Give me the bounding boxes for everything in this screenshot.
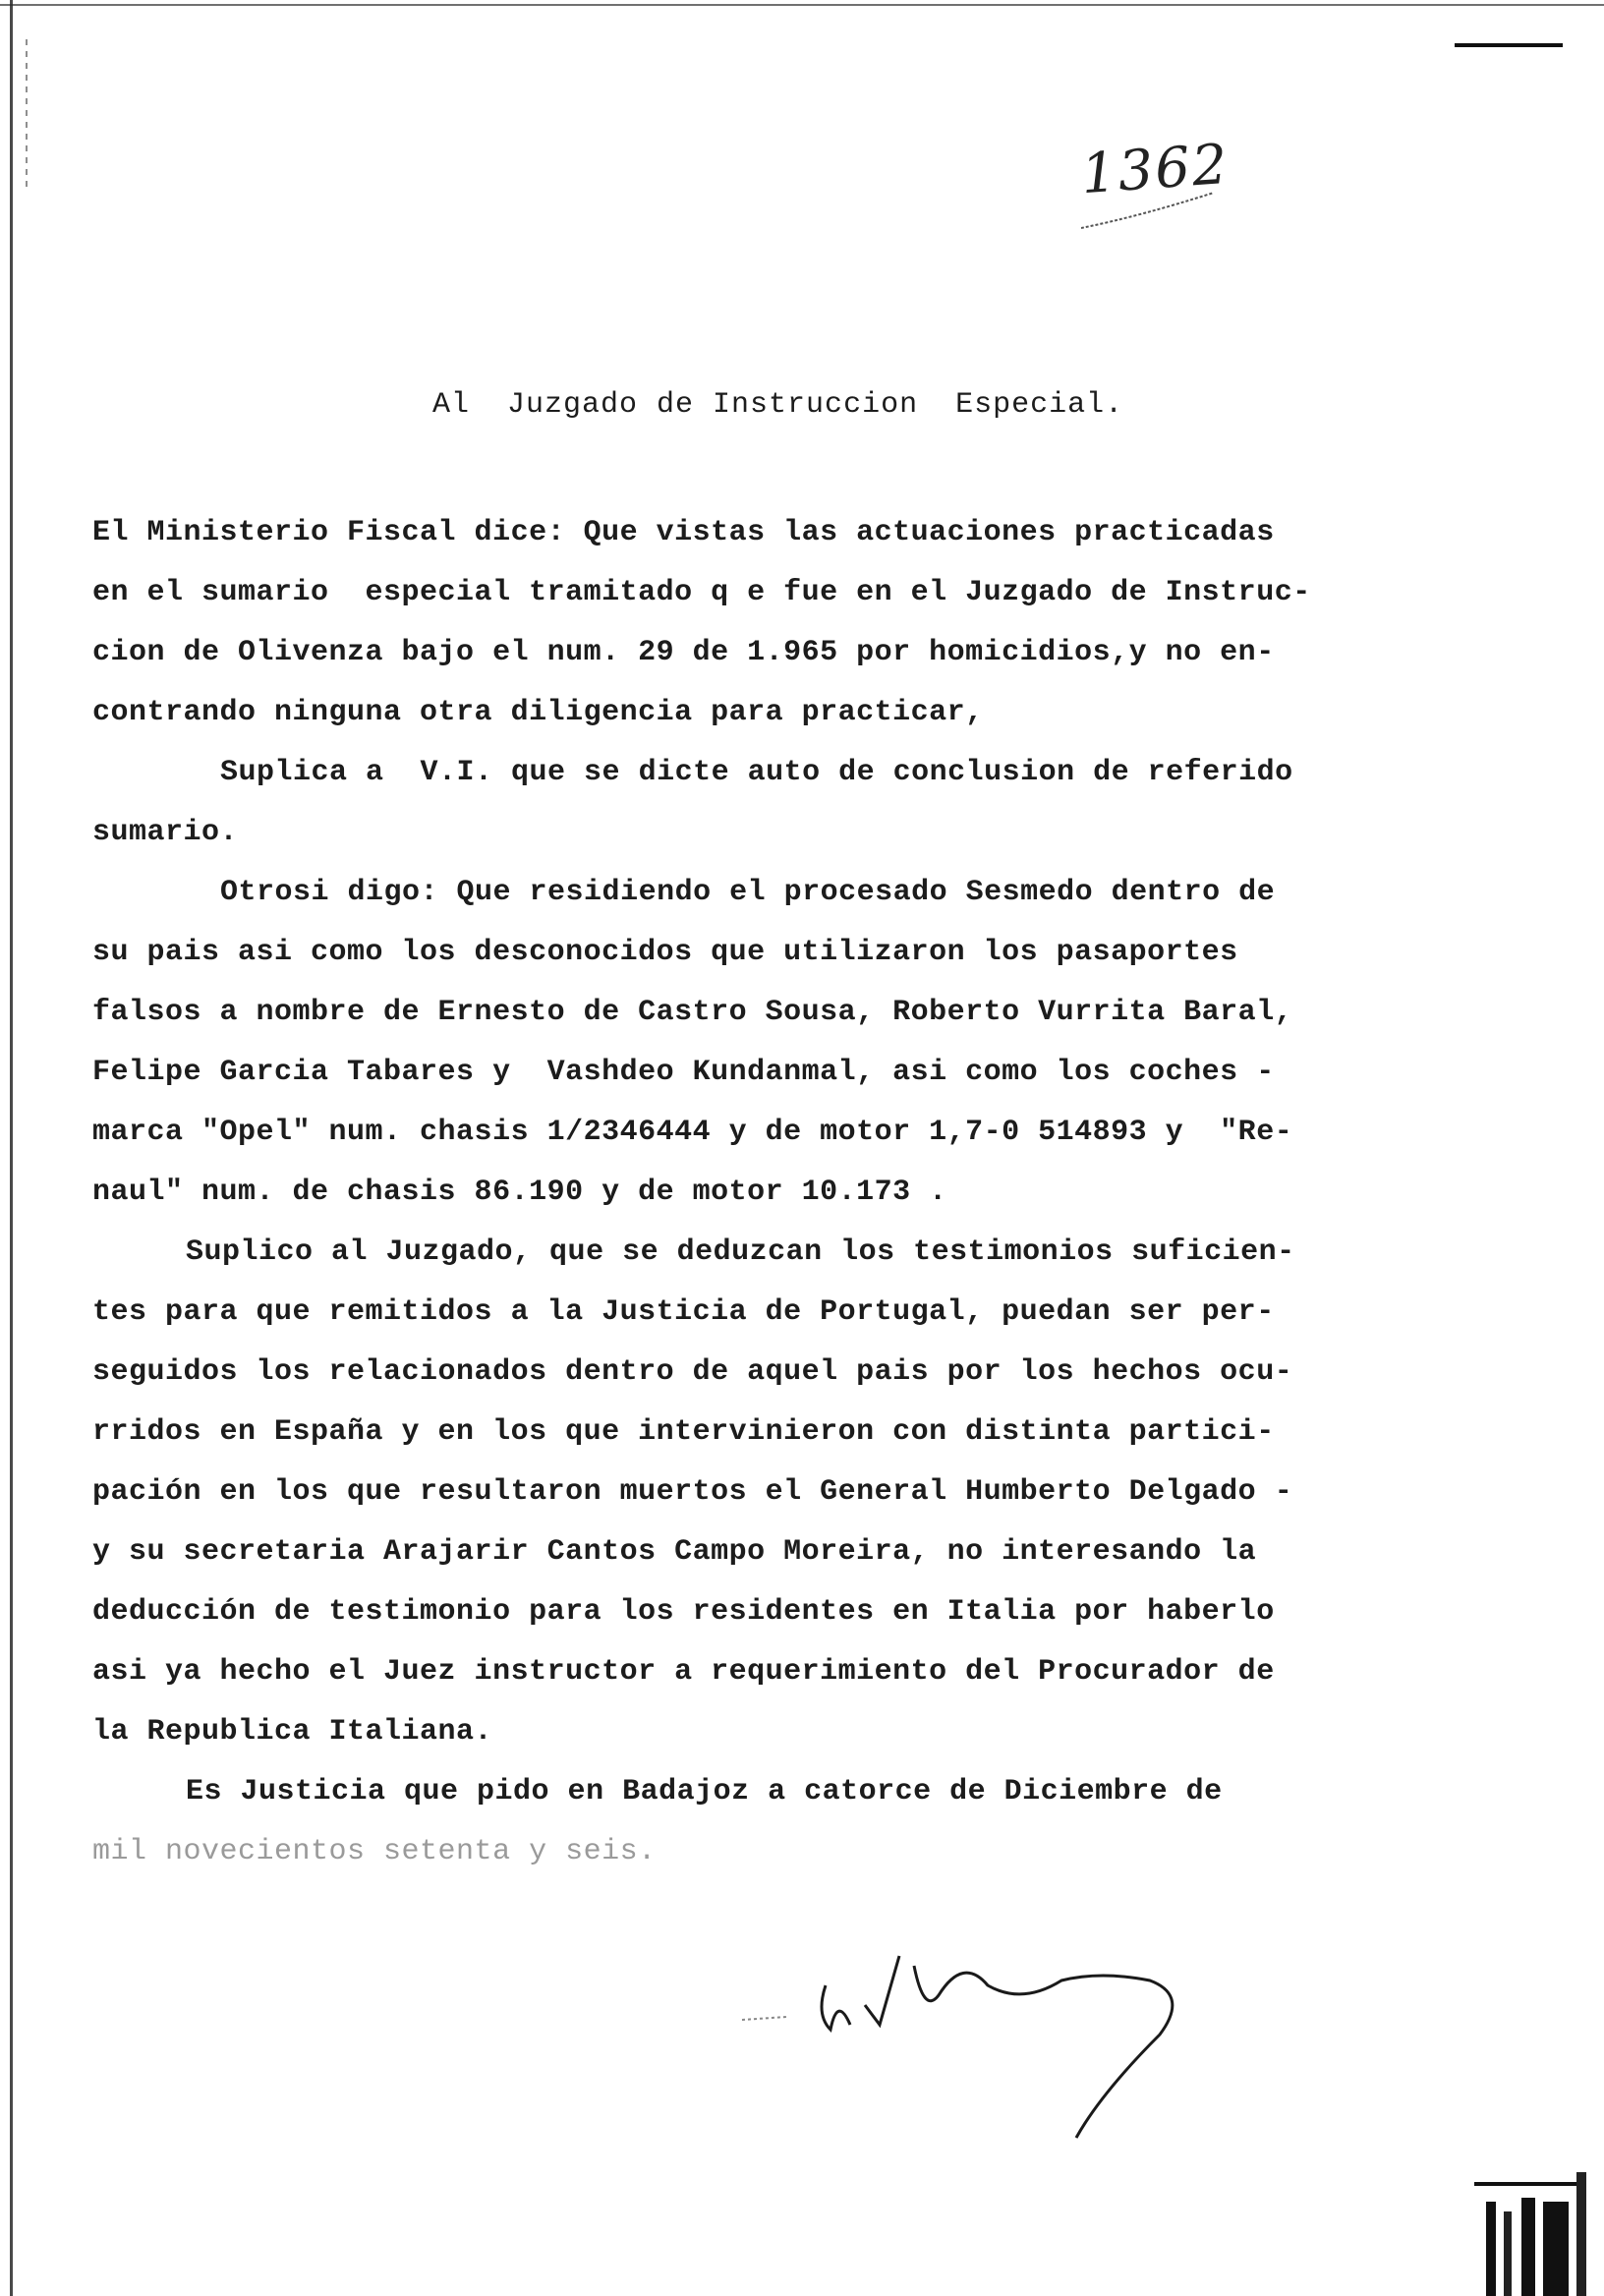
text-line: Suplica a V.I. que se dicte auto de conclusion de referido — [220, 756, 1293, 789]
document-body — [92, 503, 1360, 1882]
text-line: contrando ninguna otra diligencia para practicar, — [92, 696, 984, 729]
paragraph-2 — [92, 743, 1360, 863]
text-line: El Ministerio Fiscal dice: Que vistas las actuaciones practicadas — [92, 516, 1275, 549]
scan-top-edge — [0, 4, 1604, 6]
text-line: marca "Opel" num. chasis 1/2346444 y de motor 1,7-0 514893 y "Re- — [92, 1116, 1293, 1149]
text-line: cion de Olivenza bajo el num. 29 de 1.965 por homicidios,y no en- — [92, 636, 1275, 669]
text-line: y su secretaria Arajarir Cantos Campo Moreira, no interesando la — [92, 1535, 1257, 1569]
page-number-text: 1362 — [1078, 132, 1232, 207]
text-line: en el sumario especial tramitado q e fue en el Juzgado de Instruc- — [92, 576, 1311, 609]
paragraph-5 — [92, 1762, 1360, 1882]
text-line-faded: mil novecientos setenta y seis. — [92, 1835, 657, 1868]
text-line: deducción de testimonio para los residentes en Italia por haberlo — [92, 1595, 1275, 1629]
text-line: pación en los que resultaron muertos el General Humberto Delgado - — [92, 1475, 1293, 1509]
text-line: seguidos los relacionados dentro de aquel pais por los hechos ocu- — [92, 1355, 1293, 1389]
text-line: rridos en España y en los que intervinieron con distinta partici- — [92, 1415, 1275, 1449]
document-heading: Al Juzgado de Instruccion Especial. — [432, 388, 1124, 422]
text-line: falsos a nombre de Ernesto de Castro Sousa, Roberto Vurrita Baral, — [92, 996, 1293, 1029]
text-line: la Republica Italiana. — [92, 1715, 493, 1749]
handwritten-page-number — [1078, 132, 1238, 236]
scan-left-artifact — [26, 39, 28, 187]
paragraph-1 — [92, 503, 1360, 743]
text-line: Suplico al Juzgado, que se deduzcan los testimonios suficien- — [186, 1235, 1295, 1269]
text-line: Es Justicia que pido en Badajoz a catorce de Diciembre de — [186, 1775, 1223, 1808]
scan-left-edge — [10, 0, 13, 2296]
text-line: naul" num. de chasis 86.190 y de motor 10.173 . — [92, 1176, 947, 1209]
text-line: asi ya hecho el Juez instructor a requerimiento del Procurador de — [92, 1655, 1275, 1689]
page-number-underline — [1081, 138, 1238, 236]
paragraph-4 — [92, 1223, 1360, 1762]
text-line: tes para que remitidos a la Justicia de Portugal, puedan ser per- — [92, 1295, 1275, 1329]
scan-top-right-mark — [1455, 43, 1563, 47]
text-line: Felipe Garcia Tabares y Vashdeo Kundanmal, asi como los coches - — [92, 1056, 1275, 1089]
text-line: su pais asi como los desconocidos que utilizaron los pasaportes — [92, 936, 1238, 969]
text-line: Otrosi digo: Que residiendo el procesado Sesmedo dentro de — [220, 876, 1276, 909]
paragraph-3 — [92, 863, 1360, 1223]
handwritten-signature — [727, 1926, 1258, 2162]
scan-bottom-right-artifact — [1474, 2172, 1592, 2296]
text-line: sumario. — [92, 816, 239, 849]
